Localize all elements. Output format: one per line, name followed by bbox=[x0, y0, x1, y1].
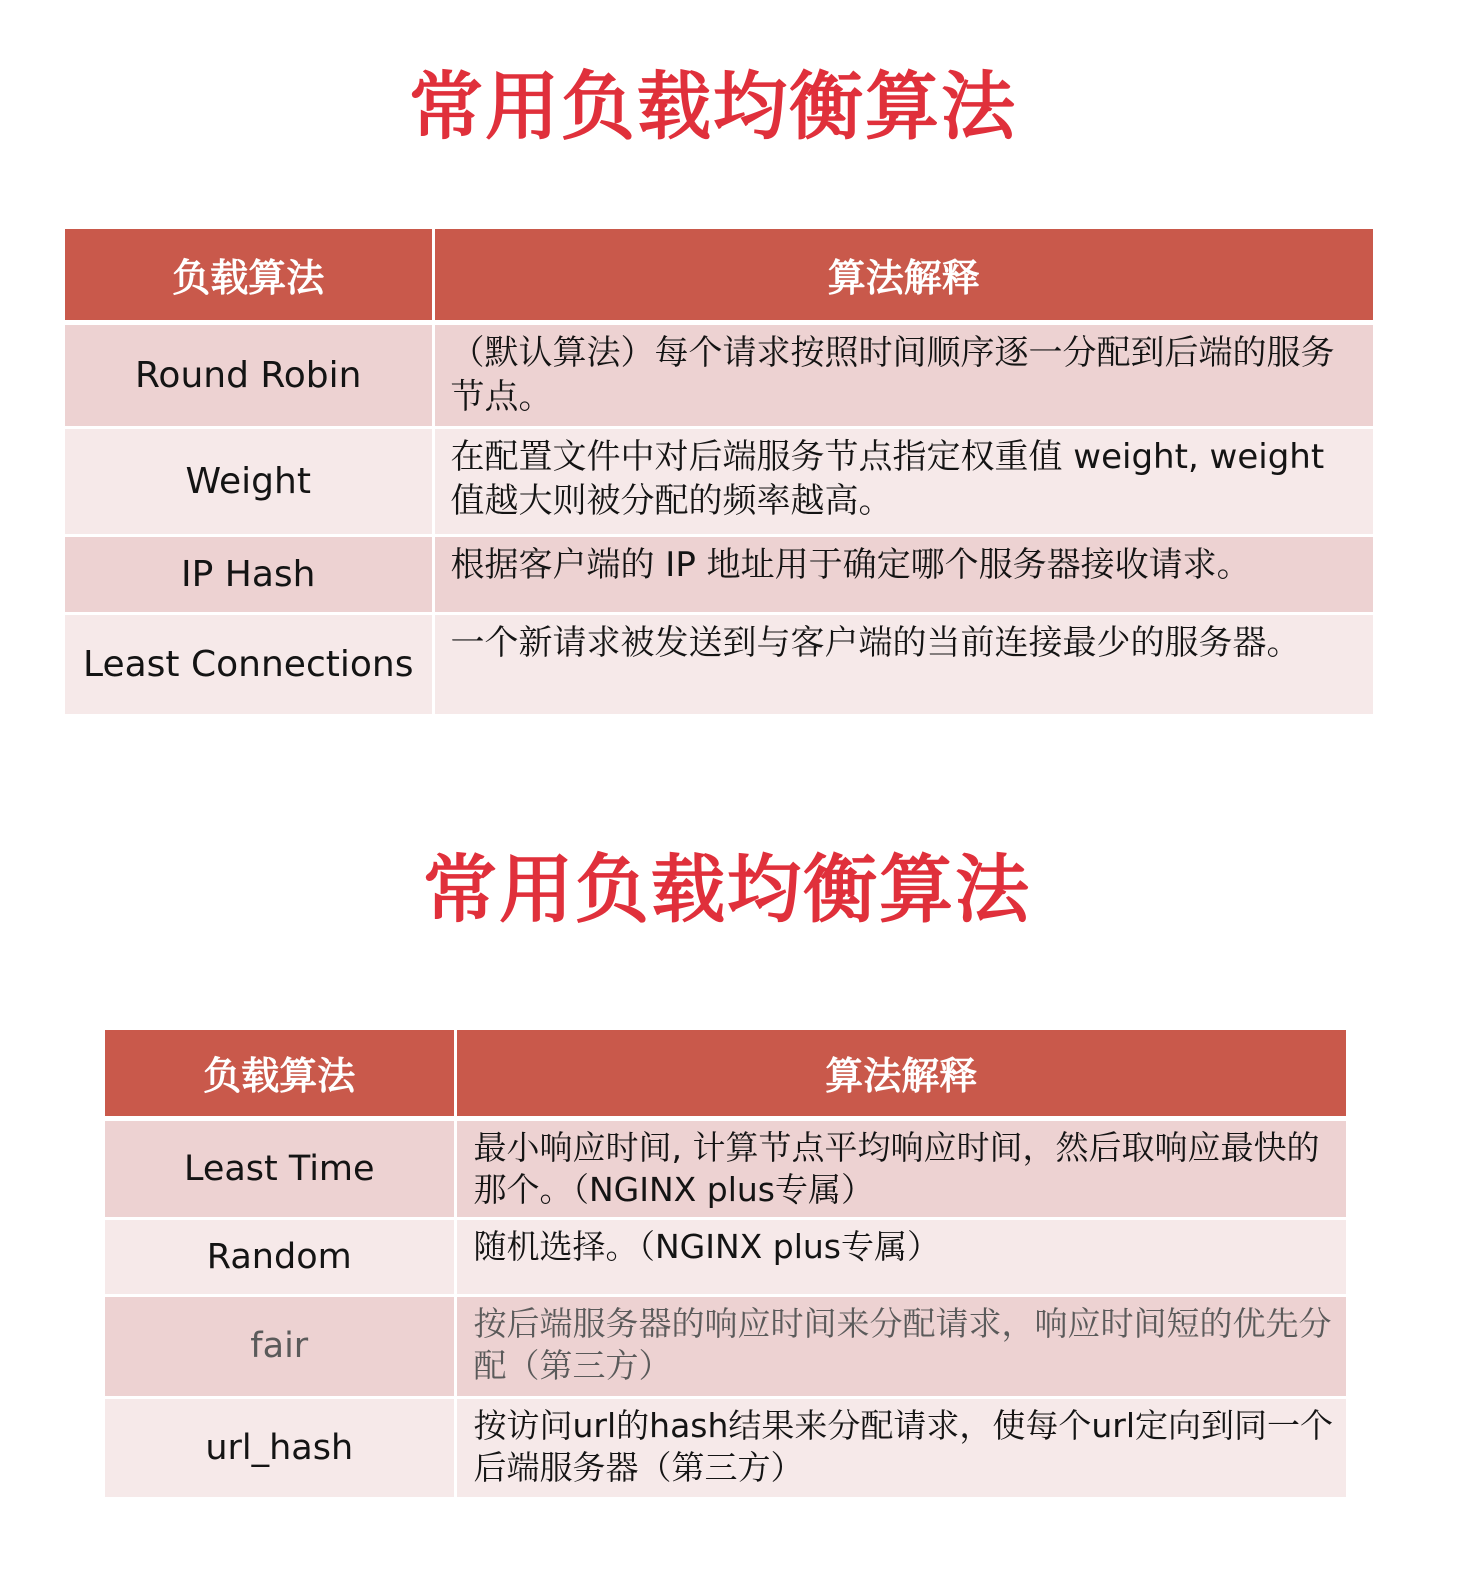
column-header-algorithm: 负载算法 bbox=[65, 229, 433, 322]
algorithm-desc: 按后端服务器的响应时间来分配请求，响应时间短的优先分配（第三方） bbox=[455, 1295, 1346, 1397]
algorithm-desc: （默认算法）每个请求按照时间顺序逐一分配到后端的服务节点。 bbox=[433, 322, 1373, 427]
algorithm-desc: 根据客户端的 IP 地址用于确定哪个服务器接收请求。 bbox=[433, 535, 1373, 613]
algorithm-desc: 随机选择。（NGINX plus专属） bbox=[455, 1218, 1346, 1295]
column-header-algorithm: 负载算法 bbox=[105, 1030, 455, 1118]
algorithm-name: url_hash bbox=[105, 1397, 455, 1498]
algorithm-name: Weight bbox=[65, 427, 433, 535]
section-1-title: 常用负载均衡算法 bbox=[409, 64, 1017, 150]
table-header-row bbox=[65, 229, 1373, 322]
algorithm-name: Least Connections bbox=[65, 613, 433, 715]
algorithm-table-1 bbox=[65, 229, 1373, 717]
algorithm-desc: 一个新请求被发送到与客户端的当前连接最少的服务器。 bbox=[433, 613, 1373, 715]
algorithm-table-2 bbox=[105, 1030, 1346, 1500]
table-row bbox=[65, 322, 1373, 427]
algorithm-desc: 在配置文件中对后端服务节点指定权重值 weight, weight 值越大则被分配的频率越高。 bbox=[433, 427, 1373, 535]
table-row bbox=[65, 535, 1373, 613]
algorithm-name: Random bbox=[105, 1218, 455, 1295]
column-header-explanation: 算法解释 bbox=[455, 1030, 1346, 1118]
algorithm-name: Least Time bbox=[105, 1118, 455, 1218]
table-row bbox=[105, 1118, 1346, 1218]
algorithm-desc: 按访问url的hash结果来分配请求，使每个url定向到同一个后端服务器（第三方） bbox=[455, 1397, 1346, 1498]
section-2-title: 常用负载均衡算法 bbox=[423, 847, 1031, 933]
algorithm-name: fair bbox=[105, 1295, 455, 1397]
table-row bbox=[65, 427, 1373, 535]
table-row bbox=[105, 1397, 1346, 1498]
algorithm-desc: 最小响应时间, 计算节点平均响应时间，然后取响应最快的那个。（NGINX plus专属） bbox=[455, 1118, 1346, 1218]
table-header-row bbox=[105, 1030, 1346, 1118]
table-row bbox=[65, 613, 1373, 715]
table-row bbox=[105, 1295, 1346, 1397]
table-row bbox=[105, 1218, 1346, 1295]
column-header-explanation: 算法解释 bbox=[433, 229, 1373, 322]
algorithm-name: Round Robin bbox=[65, 322, 433, 427]
algorithm-name: IP Hash bbox=[65, 535, 433, 613]
